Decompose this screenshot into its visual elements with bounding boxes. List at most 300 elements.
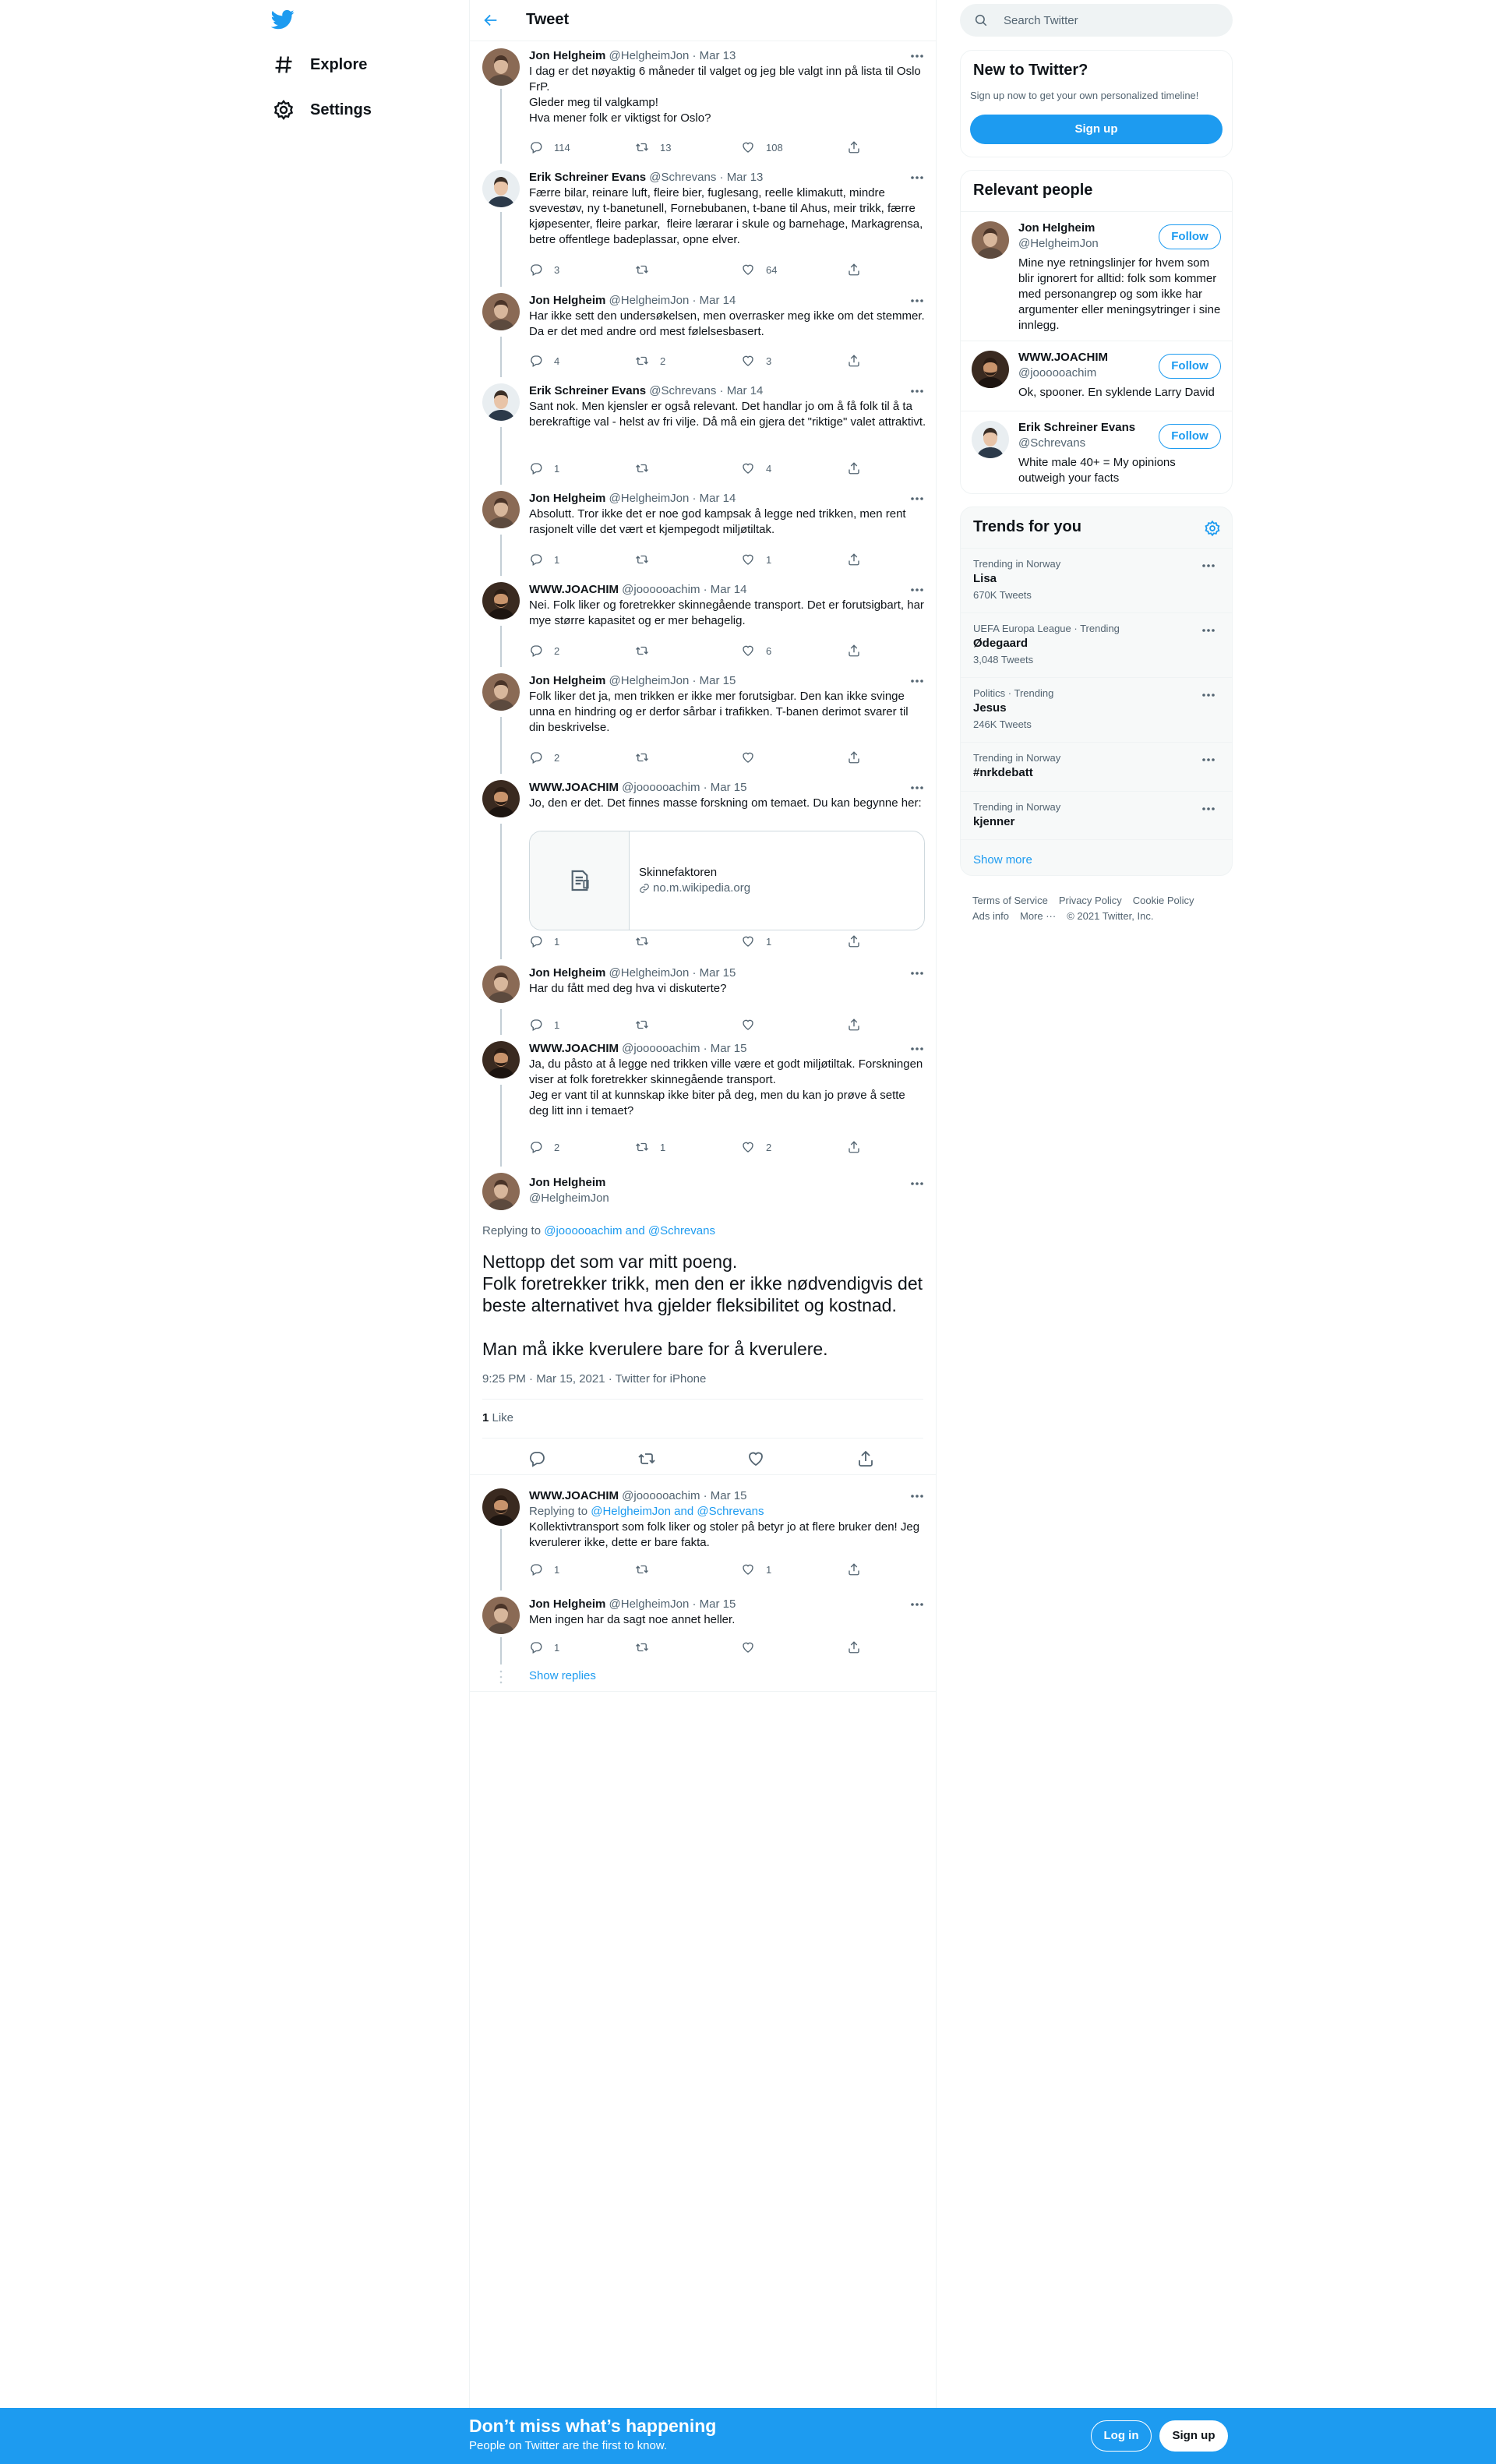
replying-to [529,1504,926,1520]
trend-item[interactable] [961,612,1232,677]
retweet-button[interactable] [635,140,671,154]
share-icon [847,140,861,154]
trend-count: 670K Tweets [973,589,1032,601]
nav-settings-label: Settings [310,101,372,118]
replying-to-link[interactable]: @HelgheimJon and @Schrevans [591,1505,764,1518]
like-count: 1 [766,553,772,566]
like-icon [741,1562,755,1576]
share-button[interactable] [847,750,872,764]
reply-count: 114 [554,141,570,154]
reply-icon [529,1018,543,1032]
thread-line [500,717,502,774]
like-icon [741,354,755,368]
tweet-body [529,1597,926,1628]
tweet-header [529,673,926,689]
banner-subtitle: People on Twitter are the first to know. [469,2439,668,2452]
avatar[interactable] [482,1041,520,1078]
author-name[interactable]: Jon Helgheim [529,674,606,687]
search-placeholder: Search Twitter [1004,14,1078,27]
more-icon[interactable] [909,170,925,185]
author-meta[interactable]: @joooooachim · Mar 14 [622,583,747,596]
twitter-logo-icon[interactable] [271,8,295,31]
tweet-header [529,582,926,598]
thread-line [500,1637,502,1664]
trend-item[interactable] [961,677,1232,742]
share-button[interactable] [847,934,872,948]
retweet-icon [635,1018,649,1032]
reply-button[interactable] [529,552,559,567]
link-card[interactable] [529,831,925,930]
share-button[interactable] [847,1018,872,1032]
tweet-header [529,1488,926,1504]
reply-button[interactable] [529,354,559,368]
author-meta[interactable]: @HelgheimJon · Mar 15 [609,966,736,980]
footer-link[interactable]: © 2021 Twitter, Inc. [1067,910,1154,922]
reply-icon [527,1449,546,1468]
avatar[interactable] [972,221,1009,259]
share-button[interactable] [847,354,872,368]
avatar[interactable] [482,1173,520,1210]
avatar[interactable] [482,48,520,86]
author-name[interactable]: Erik Schreiner Evans [529,171,647,184]
retweet-icon [635,750,649,764]
tweet-header [529,293,926,309]
tweet-body [529,170,926,248]
retweet-button[interactable] [635,750,660,764]
retweet-button[interactable] [635,263,660,277]
reply-button[interactable] [529,140,570,154]
retweet-icon [635,1640,649,1654]
author-name[interactable]: Jon Helgheim [529,1176,606,1189]
search-box[interactable] [960,4,1233,37]
thread-line [500,427,502,485]
avatar-portrait-icon [482,1173,520,1210]
top-bar [470,0,936,41]
tweet-header [529,491,926,507]
avatar-portrait-icon [482,1597,520,1634]
replying-to-link[interactable]: @joooooachim and @Schrevans [544,1224,715,1237]
trend-context: Trending in Norway [973,752,1061,764]
avatar[interactable] [972,351,1009,388]
like-button[interactable] [741,263,777,277]
tweet-header [529,170,926,185]
like-icon [741,263,755,277]
document-icon [567,868,592,893]
reply-button[interactable] [529,1640,559,1654]
tweet-timestamp[interactable]: 9:25 PM · Mar 15, 2021 · Twitter for iPhone [482,1372,707,1386]
trend-count: 246K Tweets [973,718,1032,730]
more-icon[interactable] [909,1176,925,1191]
replying-prefix: Replying to [529,1505,591,1518]
tweet-body [529,965,926,997]
reply-icon [529,644,543,658]
main-retweet-button[interactable] [637,1449,656,1468]
share-button[interactable] [847,1640,872,1654]
person-name[interactable]: Jon Helgheim [1018,221,1096,235]
author-name[interactable]: WWW.JOACHIM [529,1042,619,1055]
retweet-button[interactable] [635,934,660,948]
footer-link[interactable]: Terms of Service [972,895,1048,906]
avatar[interactable] [482,673,520,711]
author-name[interactable]: Jon Helgheim [529,49,606,62]
like-count: 64 [766,263,778,276]
reply-button[interactable] [529,1140,559,1154]
more-icon[interactable] [909,965,925,981]
person-name[interactable]: WWW.JOACHIM [1018,351,1108,364]
tweet-body [529,1488,926,1551]
more-icon[interactable] [1201,752,1216,768]
more-icon[interactable] [909,582,925,598]
share-button[interactable] [847,1562,872,1576]
avatar-portrait-icon [972,421,1009,458]
avatar-portrait-icon [482,383,520,421]
author-meta[interactable]: @Schrevans · Mar 14 [649,384,764,397]
show-replies-link[interactable]: Show replies [529,1669,596,1682]
person-handle[interactable]: @Schrevans [1018,436,1086,450]
avatar-portrait-icon [482,293,520,330]
avatar-portrait-icon [482,491,520,528]
like-count: 1 [766,935,772,948]
avatar-portrait-icon [482,965,520,1003]
avatar-portrait-icon [482,1488,520,1526]
retweet-button[interactable] [635,552,660,567]
like-button[interactable] [741,1140,771,1154]
main-share-button[interactable] [856,1449,875,1468]
tweet-actions [529,354,919,369]
retweet-button[interactable] [635,461,660,475]
avatar[interactable] [482,780,520,817]
retweet-button[interactable] [635,354,665,368]
trend-item[interactable] [961,791,1232,840]
divider [482,1438,923,1439]
avatar-portrait-icon [482,48,520,86]
tweet-actions [529,1562,919,1578]
person-handle[interactable]: @HelgheimJon [1018,237,1099,250]
author-meta[interactable]: @HelgheimJon · Mar 14 [609,294,736,307]
tweet-actions [529,461,919,477]
thread-line [500,1009,502,1035]
author-meta[interactable]: @Schrevans · Mar 13 [649,171,764,184]
author-meta[interactable]: @joooooachim · Mar 15 [622,1489,747,1502]
retweet-count: 2 [660,355,666,367]
relevant-people-box [960,170,1233,494]
tweet-text: Jo, den er det. Det finnes masse forskning om temaet. Du kan begynne her: [529,796,922,810]
reply-icon [529,1562,543,1576]
like-icon [741,934,755,948]
more-icon[interactable] [909,48,925,64]
share-icon [847,644,861,658]
divider [470,1691,936,1692]
like-count: 108 [766,141,783,154]
author-name[interactable]: WWW.JOACHIM [529,1489,619,1502]
share-button[interactable] [847,263,872,277]
reply-button[interactable] [529,1562,559,1576]
tweet-body [529,1041,926,1119]
more-icon[interactable] [909,673,925,689]
relevant-person[interactable] [961,411,1232,493]
relevant-person[interactable] [961,211,1232,341]
tweet-text: Ja, du påsto at å legge ned trikken ville være et godt miljøtiltak. Forskningen viser at folk foretrekker skinnegående transport. Jeg er vant til at kunnskap ikke biter på deg, men du kan jo prøve å sette deg litt inn i temaet? [529,1057,923,1117]
replying-to [482,1224,715,1237]
share-button[interactable] [847,461,872,475]
tweet-actions [529,750,919,766]
author-meta[interactable]: @joooooachim · Mar 15 [622,781,747,794]
thread-line [500,1085,502,1167]
reply-icon [529,263,543,277]
signup-button[interactable]: Sign up [1159,2420,1228,2452]
retweet-button[interactable] [635,1562,660,1576]
like-count[interactable] [482,1411,513,1424]
author-meta[interactable]: @joooooachim · Mar 15 [622,1042,747,1055]
more-icon[interactable] [909,491,925,507]
reply-count: 1 [554,935,560,948]
tweet-actions [529,552,919,568]
reply-count: 2 [554,1141,560,1153]
like-icon [741,750,755,764]
retweet-icon [635,552,649,567]
share-icon [847,1140,861,1154]
retweet-icon [635,1562,649,1576]
tweet-text: Nei. Folk liker og foretrekker skinnegående transport. Det er forutsigbart, har mye større kapasitet og er mer behagelig. [529,598,928,627]
avatar[interactable] [482,293,520,330]
trend-name: Ødegaard [973,637,1028,650]
reply-button[interactable] [529,750,559,764]
tweet-text: Men ingen har da sagt noe annet heller. [529,1613,736,1626]
follow-button[interactable]: Follow [1159,224,1221,249]
more-icon[interactable] [1201,558,1216,574]
thread-line [500,212,502,287]
author-name[interactable]: WWW.JOACHIM [529,781,619,794]
tweet-body [529,673,926,736]
author-name[interactable]: Jon Helgheim [529,294,606,307]
trend-item[interactable] [961,548,1232,612]
reply-button[interactable] [529,1018,559,1032]
reply-icon [529,354,543,368]
author-meta[interactable]: @HelgheimJon · Mar 15 [609,674,736,687]
retweet-button[interactable] [635,1140,665,1154]
reply-icon [529,461,543,475]
like-button[interactable] [741,934,771,948]
reply-button[interactable] [529,934,559,948]
follow-button[interactable]: Follow [1159,424,1221,449]
show-more-link[interactable]: Show more [973,853,1032,867]
avatar-portrait-icon [972,351,1009,388]
author-name[interactable]: Jon Helgheim [529,966,606,980]
nav-settings[interactable] [273,89,372,131]
retweet-button[interactable] [635,644,660,658]
trend-context: UEFA Europa League · Trending [973,623,1120,634]
trend-item[interactable] [961,742,1232,791]
share-icon [847,354,861,368]
share-icon [847,934,861,948]
share-icon [847,1018,861,1032]
like-count: 6 [766,644,772,657]
share-icon [847,1562,861,1576]
avatar[interactable] [482,383,520,421]
main-reply-button[interactable] [527,1449,546,1468]
like-button[interactable] [741,552,771,567]
trends-settings-gear-icon[interactable] [1204,520,1221,537]
tweet-actions [529,263,919,278]
like-count-label: Like [489,1411,514,1424]
main-like-button[interactable] [746,1449,765,1468]
like-button[interactable] [741,1562,771,1576]
hashtag-icon [273,54,295,76]
retweet-button[interactable] [635,1640,660,1654]
like-icon [741,552,755,567]
reply-count: 2 [554,644,560,657]
like-icon [741,1640,755,1654]
retweet-count: 13 [660,141,672,154]
link-icon [639,883,650,894]
more-icon[interactable] [1201,687,1216,703]
author-meta[interactable]: @HelgheimJon · Mar 13 [609,49,736,62]
avatar-portrait-icon [482,582,520,620]
trend-name: Jesus [973,701,1007,715]
tweet-body [529,582,926,629]
retweet-icon [635,140,649,154]
trend-name: kjenner [973,815,1015,828]
reply-count: 1 [554,1641,560,1654]
author-name[interactable]: Jon Helgheim [529,492,606,505]
thread-line [500,824,502,959]
tweet-text: Færre bilar, reinare luft, fleire bier, fuglesang, reelle klimakutt, mindre svevestøv, ny t-banetunell, Fornebubanen, t-bane til Ahus, meir trikk, færre kjøpesenter, fleire parkar, fleire lærarar i skule og barnehage, Markagrensa, betre offentlege badeplassar, opne elver. [529,186,926,246]
avatar[interactable] [482,1488,520,1526]
more-icon[interactable] [909,1041,925,1057]
like-count: 2 [766,1141,772,1153]
sidebar-signup-button[interactable]: Sign up [970,115,1223,144]
thread-line [500,337,502,377]
signup-banner [0,2408,1496,2464]
avatar[interactable] [482,491,520,528]
person-bio: Ok, spooner. En syklende Larry David [1018,386,1215,399]
reply-count: 1 [554,462,560,475]
main-tweet [470,1173,936,1475]
reply-icon [529,1640,543,1654]
author-meta[interactable]: @HelgheimJon · Mar 15 [609,1597,736,1611]
footer-link[interactable]: Ads info [972,910,1009,922]
more-icon[interactable] [909,293,925,309]
like-button[interactable] [741,644,771,658]
share-button[interactable] [847,644,872,658]
tweet-actions [529,644,919,659]
avatar-portrait-icon [972,221,1009,259]
login-button[interactable]: Log in [1091,2420,1152,2452]
link-card-title: Skinnefaktoren [639,866,718,879]
tweet-body [529,383,926,430]
avatar[interactable] [482,965,520,1003]
tweet-header [529,48,926,64]
trends-box [960,507,1233,876]
retweet-icon [635,644,649,658]
avatar-portrait-icon [482,170,520,207]
avatar[interactable] [482,582,520,620]
tweet-actions [529,1018,919,1033]
gear-icon [273,99,295,121]
avatar[interactable] [972,421,1009,458]
share-button[interactable] [847,552,872,567]
more-icon[interactable] [909,1597,925,1612]
like-button[interactable] [741,461,771,475]
nav-explore[interactable] [273,44,367,86]
person-handle[interactable]: @joooooachim [1018,366,1097,379]
link-card-domain-text: no.m.wikipedia.org [653,881,751,895]
reply-icon [529,552,543,567]
main-column [469,0,937,2408]
tweet-text: Kollektivtransport som folk liker og stoler på betyr jo at flere bruker den! Jeg kverulerer ikke, dette er bare fakta. [529,1520,923,1549]
follow-button[interactable]: Follow [1159,354,1221,379]
tweet-text: I dag er det nøyaktig 6 måneder til valget og jeg ble valgt inn på lista til Oslo FrP. Gleder meg til valgkamp! Hva mener folk er viktigst for Oslo? [529,65,921,125]
link-card-thumbnail [530,831,630,930]
avatar-portrait-icon [482,673,520,711]
reply-button[interactable] [529,644,559,658]
person-bio: White male 40+ = My opinions outweigh your facts [1018,456,1176,485]
reply-icon [529,1140,543,1154]
like-button[interactable] [741,1018,766,1032]
tweet-text: Folk liker det ja, men trikken er ikke mer forutsigbar. Den kan ikke svinge unna en hindring og er derfor sårbar i trafikken. T-banen derimot svarer til din beskrivelse. [529,690,912,734]
tweet-header [529,383,926,399]
trend-context: Trending in Norway [973,558,1061,570]
like-icon [741,1018,755,1032]
reply-count: 3 [554,263,560,276]
footer-link[interactable]: Privacy Policy [1058,895,1122,906]
main-tweet-text: Nettopp det som var mitt poeng. Folk foretrekker trikk, men den er ikke nødvendigvis det beste alternativet hva gjelder fleksibilitet og kostnad. Man må ikke kverulere bare for å kverulere. [482,1251,923,1359]
more-icon[interactable] [1201,801,1216,817]
like-button[interactable] [741,354,771,368]
relevant-person[interactable] [961,341,1232,411]
more-icon[interactable] [909,383,925,399]
tweet-actions [529,1640,919,1656]
trend-context: Trending in Norway [973,801,1061,813]
author-name[interactable]: Jon Helgheim [529,1597,606,1611]
more-replies-dots-icon [498,1669,504,1685]
more-icon[interactable] [1201,623,1216,638]
author-handle[interactable]: @HelgheimJon [529,1191,609,1205]
back-arrow-icon[interactable] [482,12,499,29]
footer-links [972,893,1230,924]
tweet-header [529,780,926,796]
footer-link[interactable]: More ··· [1019,910,1057,922]
tweet-actions [529,1140,919,1156]
share-button[interactable] [847,140,872,154]
trend-count: 3,048 Tweets [973,654,1034,665]
reply-button[interactable] [529,461,559,475]
tweet-actions [529,140,919,156]
like-button[interactable] [741,1640,766,1654]
avatar[interactable] [482,1597,520,1634]
tweet-actions [529,934,919,950]
thread-line [500,535,502,576]
like-icon [741,1140,755,1154]
main-actions [470,1449,936,1468]
retweet-button[interactable] [635,1018,660,1032]
author-meta[interactable]: @HelgheimJon · Mar 14 [609,492,736,505]
tweet-text: Har ikke sett den undersøkelsen, men overrasker meg ikke om det stemmer. Da er det med andre ord mest følelsesbasert. [529,309,928,338]
avatar[interactable] [482,170,520,207]
author-name[interactable]: WWW.JOACHIM [529,583,619,596]
more-icon[interactable] [909,780,925,796]
trend-name: #nrkdebatt [973,766,1033,779]
share-button[interactable] [847,1140,872,1154]
author-name[interactable]: Erik Schreiner Evans [529,384,647,397]
more-icon[interactable] [909,1488,925,1504]
like-button[interactable] [741,750,766,764]
person-name[interactable]: Erik Schreiner Evans [1018,421,1136,434]
avatar-portrait-icon [482,1041,520,1078]
footer-link[interactable]: Cookie Policy [1132,895,1194,906]
like-button[interactable] [741,140,783,154]
reply-button[interactable] [529,263,559,277]
